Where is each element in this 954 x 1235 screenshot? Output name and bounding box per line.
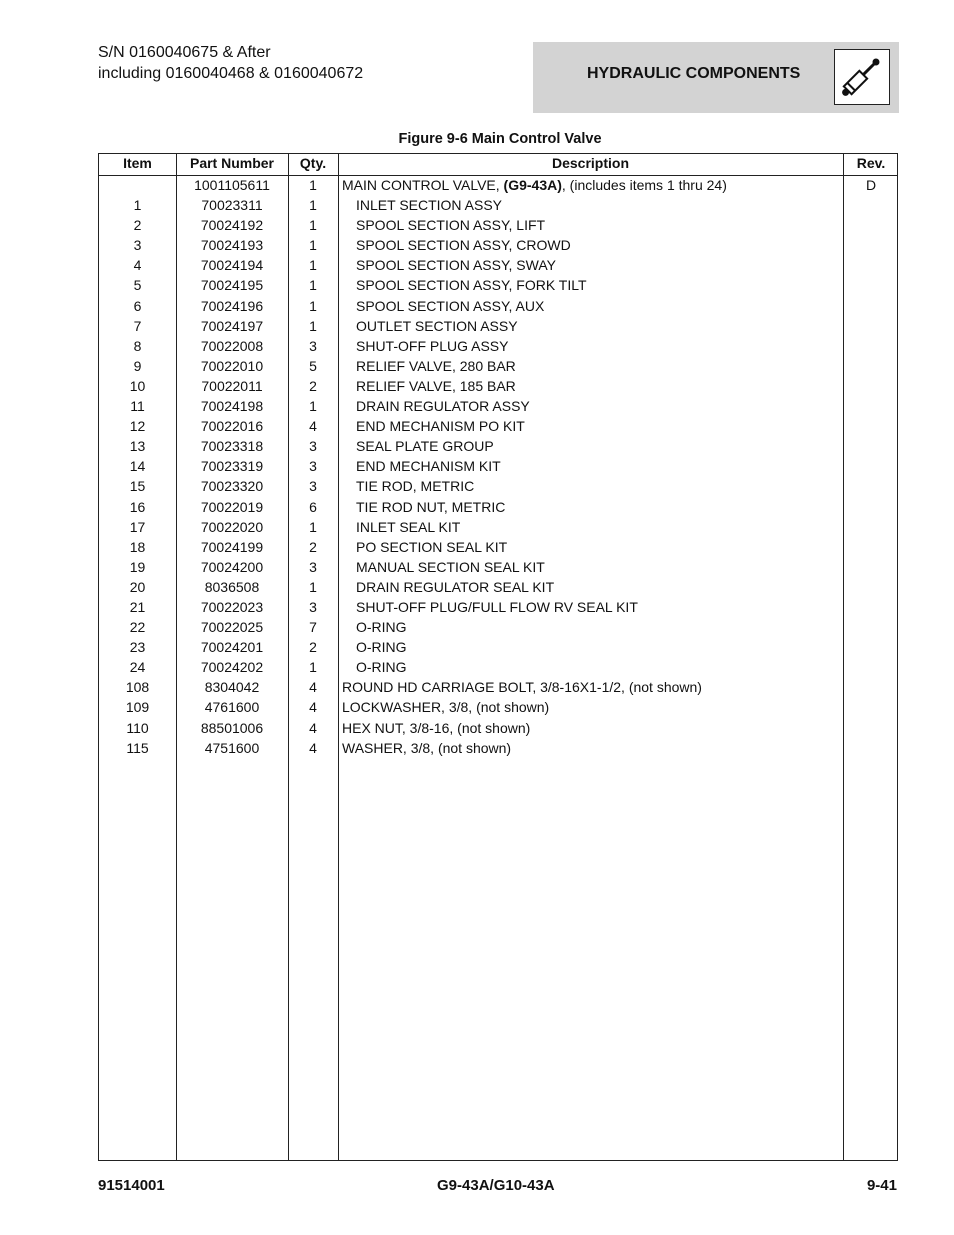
column-header-item: Item (123, 155, 152, 171)
part-number: 4751600 (204, 739, 260, 756)
item-number: 12 (129, 418, 146, 435)
description (342, 277, 856, 297)
quantity: 4 (309, 719, 317, 736)
description-text: OUTLET SECTION ASSY (356, 317, 518, 334)
description (342, 639, 856, 659)
table-row (99, 458, 899, 478)
description (342, 458, 856, 478)
description-text: SPOOL SECTION ASSY, SWAY (356, 257, 556, 274)
description (342, 338, 856, 358)
revision (843, 398, 899, 418)
description (342, 579, 856, 599)
item-number: 23 (129, 639, 146, 656)
description-text: PO SECTION SEAL KIT (356, 538, 508, 555)
quantity: 4 (309, 679, 317, 696)
description-text: SPOOL SECTION ASSY, FORK TILT (356, 277, 587, 294)
quantity: 1 (309, 277, 317, 294)
part-number: 70022008 (200, 337, 264, 354)
table-row (99, 197, 899, 217)
model-reference: (G9-43A) (503, 177, 562, 193)
description-text: DRAIN REGULATOR SEAL KIT (356, 578, 555, 595)
item-number: 11 (130, 398, 145, 415)
table-row (99, 659, 899, 679)
part-number: 70022019 (200, 498, 264, 515)
revision (843, 338, 899, 358)
parts-table (98, 153, 898, 1161)
table-row (99, 539, 899, 559)
part-number: 4761600 (204, 699, 260, 716)
quantity: 1 (309, 659, 317, 676)
description (342, 499, 856, 519)
column-header-part-number: Part Number (189, 155, 275, 171)
description-text: RELIEF VALVE, 280 BAR (356, 357, 516, 374)
table-row (99, 559, 899, 579)
description-text: SPOOL SECTION ASSY, LIFT (356, 217, 546, 234)
quantity: 1 (309, 237, 317, 254)
revision (843, 438, 899, 458)
section-title: HYDRAULIC COMPONENTS (587, 65, 801, 82)
table-row (99, 519, 899, 539)
item-number: 22 (129, 619, 146, 636)
description-text: INLET SECTION ASSY (356, 197, 503, 214)
description (342, 699, 842, 719)
table-row (99, 478, 899, 498)
revision: D (865, 177, 877, 193)
description-text: O-RING (356, 619, 407, 636)
table-row (99, 257, 899, 277)
part-number: 70024196 (200, 297, 264, 314)
part-number: 70022020 (200, 518, 264, 535)
description-text: END MECHANISM PO KIT (356, 418, 525, 435)
description-text: ROUND HD CARRIAGE BOLT, 3/8-16X1-1/2, (not shown) (342, 679, 702, 696)
table-row (99, 740, 899, 760)
revision (843, 740, 899, 760)
revision (843, 418, 899, 438)
part-number: 70024192 (200, 217, 264, 234)
revision (843, 478, 899, 498)
table-row (99, 418, 899, 438)
item-number: 10 (129, 377, 146, 394)
part-number: 70022025 (200, 619, 264, 636)
part-number: 70022023 (200, 598, 264, 615)
quantity: 4 (309, 418, 317, 435)
column-header-qty: Qty. (299, 155, 327, 171)
table-row (99, 639, 899, 659)
description-text: O-RING (356, 659, 407, 676)
quantity: 1 (309, 518, 317, 535)
part-number: 1001105611 (194, 177, 270, 193)
revision (843, 277, 899, 297)
description-text: MAIN CONTROL VALVE, (342, 177, 504, 193)
revision (843, 197, 899, 217)
quantity: 4 (309, 739, 317, 756)
item-number: 108 (125, 679, 150, 696)
quantity: 2 (309, 639, 317, 656)
part-number: 70024195 (200, 277, 264, 294)
quantity: 1 (309, 217, 317, 234)
item-number: 8 (133, 337, 142, 354)
quantity: 1 (309, 297, 317, 314)
column-header-rev: Rev. (856, 155, 886, 171)
part-number: 70022016 (200, 418, 264, 435)
description (342, 217, 856, 237)
revision (843, 699, 899, 719)
header-divider (99, 175, 897, 176)
table-row (99, 438, 899, 458)
serial-line-1: S/N 0160040675 & After (98, 44, 271, 61)
description (342, 539, 856, 559)
item-number: 5 (133, 277, 142, 294)
table-row (99, 499, 899, 519)
description-text: SHUT-OFF PLUG/FULL FLOW RV SEAL KIT (356, 598, 638, 615)
quantity: 3 (309, 458, 317, 475)
section-header-box (533, 42, 899, 113)
revision (843, 619, 899, 639)
revision (843, 318, 899, 338)
quantity: 1 (309, 317, 317, 334)
table-row (99, 720, 899, 740)
part-number: 70024199 (200, 538, 264, 555)
figure-title: Figure 9-6 Main Control Valve (398, 131, 602, 147)
part-number: 70024193 (200, 237, 264, 254)
quantity: 6 (309, 498, 317, 515)
item-number: 17 (129, 518, 146, 535)
description-text: TIE ROD NUT, METRIC (356, 498, 506, 515)
item-number: 13 (129, 438, 146, 455)
part-number: 8036508 (204, 578, 260, 595)
serial-number-block (98, 42, 363, 84)
description (342, 659, 856, 679)
table-row (99, 177, 899, 197)
quantity: 3 (309, 337, 317, 354)
document-number: 91514001 (98, 1177, 165, 1194)
item-number: 16 (129, 498, 146, 515)
item-number: 7 (133, 317, 142, 334)
part-number: 70023318 (200, 438, 264, 455)
item-number: 24 (129, 659, 146, 676)
description (342, 599, 856, 619)
description (342, 559, 856, 579)
part-number: 88501006 (200, 719, 264, 736)
part-number: 70024202 (200, 659, 264, 676)
table-row (99, 398, 899, 418)
table-row (99, 699, 899, 719)
table-row (99, 378, 899, 398)
part-number: 70023319 (200, 458, 264, 475)
description-text: SHUT-OFF PLUG ASSY (356, 337, 509, 354)
description-text: END MECHANISM KIT (356, 458, 501, 475)
description-text: TIE ROD, METRIC (356, 478, 475, 495)
quantity: 1 (309, 177, 317, 193)
description-text: SPOOL SECTION ASSY, AUX (356, 297, 545, 314)
quantity: 1 (309, 197, 317, 214)
quantity: 1 (309, 257, 317, 274)
description-text: HEX NUT, 3/8-16, (not shown) (342, 719, 531, 736)
item-number: 9 (133, 357, 142, 374)
item-number: 19 (129, 558, 146, 575)
description (342, 237, 856, 257)
part-number: 8304042 (204, 679, 260, 696)
item-number: 1 (133, 197, 142, 214)
description (342, 358, 856, 378)
description (342, 378, 856, 398)
description (342, 720, 842, 740)
revision (843, 217, 899, 237)
table-row (99, 217, 899, 237)
quantity: 2 (309, 377, 317, 394)
quantity: 5 (309, 357, 317, 374)
revision (843, 237, 899, 257)
description (342, 398, 856, 418)
quantity: 3 (309, 598, 317, 615)
description (342, 438, 856, 458)
revision (843, 539, 899, 559)
description-text: RELIEF VALVE, 185 BAR (356, 377, 516, 394)
revision (843, 579, 899, 599)
table-row (99, 358, 899, 378)
description (342, 418, 856, 438)
quantity: 1 (309, 398, 317, 415)
revision (843, 559, 899, 579)
item-number: 21 (129, 598, 146, 615)
description (342, 679, 842, 699)
description (342, 298, 856, 318)
quantity: 3 (309, 478, 317, 495)
revision (843, 499, 899, 519)
item-number: 4 (133, 257, 142, 274)
revision (843, 720, 899, 740)
item-number: 115 (126, 739, 149, 756)
quantity: 1 (309, 578, 317, 595)
description-text: O-RING (356, 639, 407, 656)
description (342, 619, 856, 639)
quantity: 3 (309, 558, 317, 575)
description-text: INLET SEAL KIT (356, 518, 461, 535)
description-text: SEAL PLATE GROUP (356, 438, 494, 455)
revision (843, 257, 899, 277)
table-row (99, 318, 899, 338)
part-number: 70022011 (201, 377, 263, 394)
part-number: 70023311 (201, 197, 263, 214)
table-row (99, 619, 899, 639)
description (342, 478, 856, 498)
table-row (99, 298, 899, 318)
description (342, 740, 842, 760)
table-row (99, 237, 899, 257)
table-row (99, 679, 899, 699)
table-row (99, 277, 899, 297)
revision (843, 599, 899, 619)
part-number: 70024197 (200, 317, 264, 334)
table-row (99, 338, 899, 358)
item-number (99, 177, 176, 197)
part-number: 70022010 (200, 357, 264, 374)
part-number: 70023320 (200, 478, 264, 495)
part-number: 70024198 (200, 398, 264, 415)
quantity: 7 (309, 619, 317, 636)
item-number: 3 (133, 237, 142, 254)
revision (843, 378, 899, 398)
quantity: 4 (309, 699, 317, 716)
item-number: 6 (133, 297, 142, 314)
description-text: SPOOL SECTION ASSY, CROWD (356, 237, 571, 254)
item-number: 20 (129, 578, 146, 595)
quantity: 3 (309, 438, 317, 455)
description (342, 519, 856, 539)
description (342, 318, 856, 338)
revision (843, 639, 899, 659)
description-text: MANUAL SECTION SEAL KIT (356, 558, 545, 575)
table-row (99, 579, 899, 599)
revision (843, 519, 899, 539)
part-number: 70024201 (200, 639, 264, 656)
description-text: WASHER, 3/8, (not shown) (342, 739, 512, 756)
column-header-description: Description (551, 155, 629, 171)
item-number: 109 (125, 699, 150, 716)
revision (843, 298, 899, 318)
table-body (99, 177, 899, 760)
item-number: 15 (129, 478, 146, 495)
revision (843, 458, 899, 478)
description (342, 257, 856, 277)
description (342, 197, 856, 217)
item-number: 18 (129, 538, 146, 555)
revision (843, 659, 899, 679)
page-number: 9-41 (866, 1177, 897, 1194)
revision (843, 679, 899, 699)
item-number: 2 (133, 217, 142, 234)
table-row (99, 599, 899, 619)
part-number: 70024194 (200, 257, 264, 274)
item-number: 110 (126, 719, 149, 736)
serial-line-2: including 0160040468 & 0160040672 (98, 65, 364, 82)
description (342, 177, 842, 197)
description-text: LOCKWASHER, 3/8, (not shown) (342, 699, 550, 716)
revision (843, 358, 899, 378)
model-number: G9-43A/G10-43A (437, 1177, 555, 1194)
description-suffix: , (includes items 1 thru 24) (561, 177, 727, 193)
quantity: 2 (309, 538, 317, 555)
hydraulic-cylinder-icon (834, 49, 890, 105)
item-number: 14 (129, 458, 146, 475)
description-text: DRAIN REGULATOR ASSY (356, 398, 530, 415)
part-number: 70024200 (200, 558, 264, 575)
